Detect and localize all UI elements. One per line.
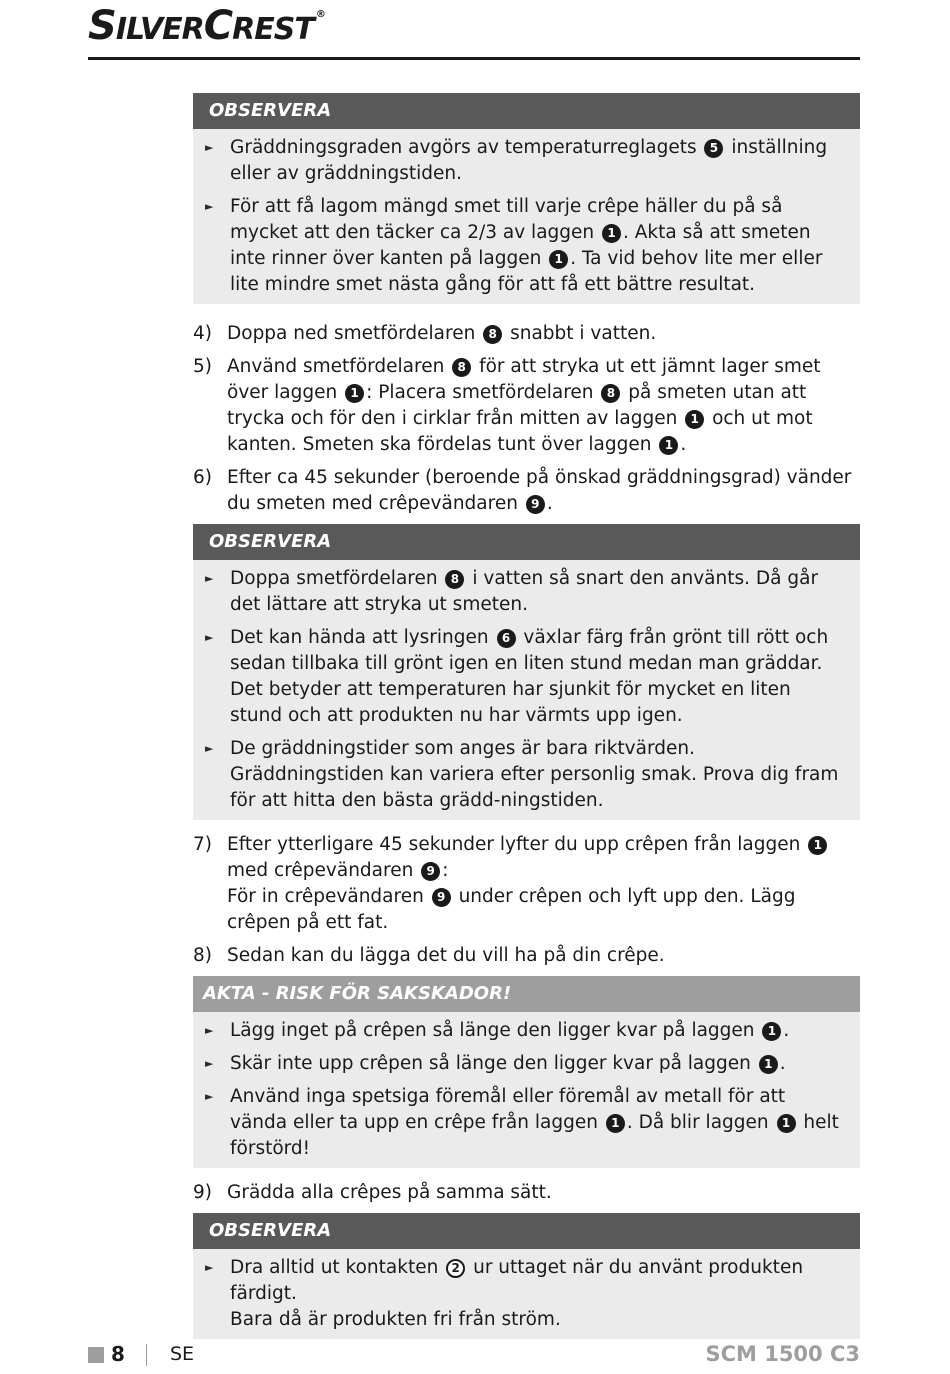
header-rule <box>88 57 860 60</box>
text-run: De gräddningstider som anges är bara riktvärden. Gräddningstiden kan variera efter personlig smak. Prova dig fram för att hitta den bästa grädd-ningstiden. <box>230 738 839 811</box>
part-number-icon: 6 <box>497 629 516 648</box>
step-number: 9) <box>193 1182 212 1203</box>
bullet-item <box>205 625 846 729</box>
text-run: . <box>546 493 553 514</box>
step-item <box>193 832 860 936</box>
warning-box <box>193 976 860 1168</box>
part-number-icon: 1 <box>762 1022 781 1041</box>
text-run: Gräddningsgraden avgörs av temperaturreglagets <box>230 137 703 158</box>
text-run: Doppa smetfördelaren <box>230 568 444 589</box>
part-number-icon: 2 <box>446 1259 465 1278</box>
note-box-title: OBSERVERA <box>193 524 860 560</box>
page-content <box>193 93 860 1339</box>
text-run: Det kan hända att lysringen <box>230 627 495 648</box>
bullet-arrow-icon: ► <box>205 200 214 213</box>
brand-logo <box>88 3 325 49</box>
part-number-icon: 9 <box>432 888 451 907</box>
text-run: . Då blir laggen <box>626 1112 775 1133</box>
page-number: 8 <box>111 1342 125 1366</box>
warning-box-title: AKTA - RISK FÖR SAKSKADOR! <box>193 976 860 1012</box>
bullet-arrow-icon: ► <box>205 631 214 644</box>
text-run: Efter ytterligare 45 sekunder lyfter du upp crêpen från laggen <box>227 834 807 855</box>
part-number-icon: 9 <box>421 862 440 881</box>
text-run: och ut mot kanten. Smeten ska fördelas tunt över laggen <box>227 408 813 455</box>
part-number-icon: 1 <box>659 436 678 455</box>
bullet-item <box>205 1018 846 1044</box>
logo-letters: REST <box>232 12 314 47</box>
bullet-item <box>205 736 846 814</box>
steps-group-b <box>193 832 860 969</box>
step-text <box>227 465 860 517</box>
text-run: helt förstörd! <box>230 1112 839 1159</box>
text-run: inställning eller av gräddningstiden. <box>230 137 828 184</box>
text-run: . Ta vid behov lite mer eller lite mindre smet nästa gång för att få ett bättre resultat. <box>230 248 823 295</box>
bullet-arrow-icon: ► <box>205 1261 214 1274</box>
part-number-icon: 1 <box>345 384 364 403</box>
page-footer <box>88 1340 860 1370</box>
text-run: växlar färg från grönt till rött och sedan tillbaka till grönt igen en liten stund medan man gräddar. Det betyder att temperaturen har sjunkit för mycket en liten stund och att produkten nu har värmts upp igen. <box>230 627 829 726</box>
text-run: Använd smetfördelaren <box>227 356 451 377</box>
bullet-arrow-icon: ► <box>205 1090 214 1103</box>
part-number-icon: 1 <box>777 1114 796 1133</box>
step-number: 5) <box>193 356 212 377</box>
bullet-item <box>205 135 846 187</box>
text-run: i vatten så snart den använts. Då går det lättare att stryka ut smeten. <box>230 568 819 615</box>
note-box-2 <box>193 524 860 820</box>
bullet-arrow-icon: ► <box>205 742 214 755</box>
note-box-body <box>193 1249 860 1339</box>
warning-box-body <box>193 1012 860 1168</box>
bullet-item <box>205 1051 846 1077</box>
bullet-item <box>205 1255 846 1333</box>
part-number-icon: 9 <box>526 495 545 514</box>
part-number-icon: 8 <box>483 325 502 344</box>
text-run: för att stryka ut ett jämnt lager smet över laggen <box>227 356 821 403</box>
text-run: . <box>779 1053 786 1074</box>
text-run: på smeten utan att trycka och för den i cirklar från mitten av laggen <box>227 382 807 429</box>
text-run: Dra alltid ut kontakten <box>230 1257 445 1278</box>
text-run: . <box>783 1020 790 1041</box>
step-item <box>193 1180 860 1206</box>
bullet-text <box>230 1051 846 1077</box>
bullet-item <box>205 1084 846 1162</box>
bullet-arrow-icon: ► <box>205 572 214 585</box>
text-run: Sedan kan du lägga det du vill ha på din crêpe. <box>227 945 665 966</box>
step-number: 8) <box>193 945 212 966</box>
part-number-icon: 5 <box>704 139 723 158</box>
steps-group-c <box>193 1180 860 1206</box>
bullet-arrow-icon: ► <box>205 1024 214 1037</box>
bullet-text <box>230 194 846 298</box>
step-text <box>227 321 860 347</box>
bullet-item <box>205 566 846 618</box>
text-run: Efter ca 45 sekunder (beroende på önskad gräddningsgrad) vänder du smeten med crêpevändaren <box>227 467 852 514</box>
bullet-text <box>230 1018 846 1044</box>
part-number-icon: 1 <box>602 224 621 243</box>
step-text <box>227 354 860 458</box>
part-number-icon: 1 <box>549 250 568 269</box>
text-run: För att få lagom mängd smet till varje crêpe häller du på så mycket att den täcker ca 2/3 av laggen <box>230 196 783 243</box>
bullet-text <box>230 566 846 618</box>
text-run: Använd inga spetsiga föremål eller föremål av metall för att vända eller ta upp en crêpe från laggen <box>230 1086 786 1133</box>
steps-group-a <box>193 321 860 517</box>
bullet-text <box>230 135 846 187</box>
text-run: ur uttaget när du använt produkten färdigt. <box>230 1257 804 1304</box>
bullet-text <box>230 1255 846 1333</box>
text-run: Doppa ned smetfördelaren <box>227 323 482 344</box>
registered-mark: ® <box>315 9 325 20</box>
text-run: snabbt i vatten. <box>504 323 657 344</box>
note-box-body <box>193 129 860 304</box>
step-item <box>193 943 860 969</box>
text-run: Lägg inget på crêpen så länge den ligger kvar på laggen <box>230 1020 761 1041</box>
text-run: med crêpevändaren <box>227 860 420 881</box>
part-number-icon: 1 <box>759 1055 778 1074</box>
part-number-icon: 8 <box>445 570 464 589</box>
text-run: För in crêpevändaren <box>227 886 430 907</box>
step-text <box>227 1180 860 1206</box>
footer-square-icon <box>88 1347 104 1363</box>
note-box-1 <box>193 93 860 304</box>
bullet-arrow-icon: ► <box>205 141 214 154</box>
bullet-text <box>230 625 846 729</box>
text-run: Skär inte upp crêpen så länge den ligger kvar på laggen <box>230 1053 757 1074</box>
step-number: 4) <box>193 323 212 344</box>
note-box-title: OBSERVERA <box>193 1213 860 1249</box>
text-run: Bara då är produkten fri från ström. <box>230 1309 561 1330</box>
language-code: SE <box>170 1343 195 1365</box>
part-number-icon: 8 <box>452 358 471 377</box>
part-number-icon: 8 <box>601 384 620 403</box>
footer-divider <box>146 1344 147 1366</box>
step-text <box>227 832 860 936</box>
note-box-4 <box>193 1213 860 1339</box>
bullet-arrow-icon: ► <box>205 1057 214 1070</box>
part-number-icon: 1 <box>685 410 704 429</box>
note-box-body <box>193 560 860 820</box>
bullet-text <box>230 736 846 814</box>
step-item <box>193 465 860 517</box>
step-number: 7) <box>193 834 212 855</box>
model-number: SCM 1500 C3 <box>705 1342 860 1366</box>
text-run: . <box>680 434 687 455</box>
part-number-icon: 1 <box>808 836 827 855</box>
step-number: 6) <box>193 467 212 488</box>
logo-letter: S <box>88 3 116 49</box>
logo-letter: C <box>203 3 233 49</box>
text-run: : <box>442 860 449 881</box>
text-run: under crêpen och lyft upp den. Lägg crêpen på ett fat. <box>227 886 796 933</box>
text-run: Grädda alla crêpes på samma sätt. <box>227 1182 552 1203</box>
step-item <box>193 321 860 347</box>
logo-letters: ILVER <box>115 12 204 47</box>
part-number-icon: 1 <box>606 1114 625 1133</box>
note-box-title: OBSERVERA <box>193 93 860 129</box>
bullet-item <box>205 194 846 298</box>
text-run: . Akta så att smeten inte rinner över kanten på laggen <box>230 222 811 269</box>
step-item <box>193 354 860 458</box>
text-run: : Placera smetfördelaren <box>366 382 600 403</box>
step-text <box>227 943 860 969</box>
bullet-text <box>230 1084 846 1162</box>
